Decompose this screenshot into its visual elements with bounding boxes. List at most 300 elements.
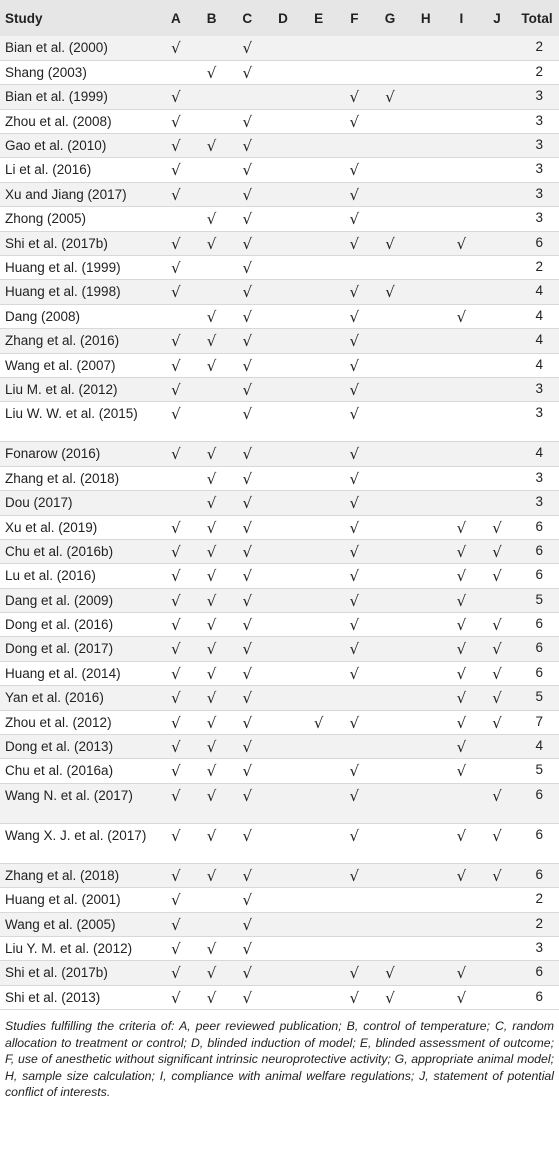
- total-score-cell: 6: [515, 231, 559, 255]
- criterion-e-cell: [301, 304, 337, 328]
- criterion-j-cell: [479, 823, 515, 863]
- study-name-cell: Huang et al. (2001): [0, 888, 158, 912]
- criterion-a-cell: [158, 613, 194, 637]
- criterion-f-cell: [336, 377, 372, 401]
- criterion-c-cell: [229, 661, 265, 685]
- criterion-e-cell: [301, 961, 337, 985]
- criterion-e-cell: [301, 36, 337, 60]
- criterion-d-cell: [265, 280, 301, 304]
- criterion-i-cell: [444, 134, 480, 158]
- criterion-a-cell: [158, 402, 194, 442]
- criterion-b-cell: [194, 710, 230, 734]
- table-row: [0, 710, 559, 734]
- checkmark-icon: √: [456, 567, 467, 586]
- criterion-h-cell: [408, 231, 444, 255]
- criterion-d-cell: [265, 256, 301, 280]
- criterion-e-cell: [301, 912, 337, 936]
- criterion-a-cell: [158, 491, 194, 515]
- checkmark-icon: √: [349, 405, 360, 424]
- criterion-a-cell: [158, 759, 194, 783]
- criterion-d-cell: [265, 686, 301, 710]
- study-name-cell: Huang et al. (1998): [0, 280, 158, 304]
- checkmark-icon: √: [456, 591, 467, 610]
- checkmark-icon: √: [171, 259, 181, 278]
- study-name-cell: Liu W. W. et al. (2015): [0, 402, 158, 442]
- criterion-i-cell: [444, 961, 480, 985]
- column-header-j: J: [493, 10, 501, 26]
- criterion-c-cell: [229, 961, 265, 985]
- criterion-i-cell: [444, 863, 480, 887]
- criterion-c-cell: [229, 36, 265, 60]
- total-score-cell: 3: [515, 466, 559, 490]
- criterion-i-cell: [444, 182, 480, 206]
- criterion-i-cell: [444, 256, 480, 280]
- criterion-g-cell: [372, 686, 408, 710]
- criterion-g-cell: [372, 888, 408, 912]
- checkmark-icon: √: [456, 826, 467, 845]
- criterion-a-cell: [158, 912, 194, 936]
- checkmark-icon: √: [171, 283, 181, 302]
- table-row: [0, 863, 559, 887]
- criterion-j-cell: [479, 466, 515, 490]
- criterion-b-cell: [194, 353, 230, 377]
- criterion-e-cell: [301, 442, 337, 466]
- criterion-a-cell: [158, 280, 194, 304]
- criterion-e-cell: [301, 710, 337, 734]
- checkmark-icon: √: [492, 866, 502, 885]
- study-name-cell: Zhang et al. (2016): [0, 329, 158, 353]
- criterion-g-cell: [372, 256, 408, 280]
- criterion-e-cell: [301, 686, 337, 710]
- criterion-i-cell: [444, 539, 480, 563]
- criterion-g-cell: [372, 207, 408, 231]
- checkmark-icon: √: [171, 689, 181, 708]
- criterion-g-cell: [372, 985, 408, 1009]
- criterion-d-cell: [265, 661, 301, 685]
- criterion-f-cell: [336, 888, 372, 912]
- criterion-d-cell: [265, 888, 301, 912]
- criterion-g-cell: [372, 231, 408, 255]
- study-name-cell: Zhou et al. (2012): [0, 710, 158, 734]
- criterion-d-cell: [265, 823, 301, 863]
- table-row: [0, 329, 559, 353]
- criterion-e-cell: [301, 402, 337, 442]
- study-name-cell: Bian et al. (1999): [0, 85, 158, 109]
- criterion-h-cell: [408, 961, 444, 985]
- criterion-b-cell: [194, 564, 230, 588]
- criterion-g-cell: [372, 637, 408, 661]
- criterion-a-cell: [158, 985, 194, 1009]
- total-score-cell: 6: [515, 863, 559, 887]
- checkmark-icon: √: [349, 762, 360, 781]
- criterion-c-cell: [229, 231, 265, 255]
- criterion-h-cell: [408, 759, 444, 783]
- checkmark-icon: √: [206, 494, 217, 513]
- criterion-c-cell: [229, 329, 265, 353]
- criterion-h-cell: [408, 377, 444, 401]
- checkmark-icon: √: [171, 445, 181, 464]
- checkmark-icon: √: [492, 689, 502, 708]
- checkmark-icon: √: [492, 713, 502, 732]
- criterion-c-cell: [229, 134, 265, 158]
- criterion-i-cell: [444, 912, 480, 936]
- checkmark-icon: √: [171, 88, 181, 107]
- total-score-cell: 6: [515, 637, 559, 661]
- criterion-f-cell: [336, 256, 372, 280]
- study-name-cell: Shang (2003): [0, 60, 158, 84]
- criterion-j-cell: [479, 613, 515, 637]
- criterion-j-cell: [479, 207, 515, 231]
- criterion-j-cell: [479, 402, 515, 442]
- criterion-j-cell: [479, 637, 515, 661]
- criterion-d-cell: [265, 564, 301, 588]
- checkmark-icon: √: [171, 786, 181, 805]
- checkmark-icon: √: [242, 786, 253, 805]
- criterion-j-cell: [479, 985, 515, 1009]
- criterion-f-cell: [336, 588, 372, 612]
- criterion-h-cell: [408, 442, 444, 466]
- checkmark-icon: √: [242, 185, 253, 204]
- total-score-cell: 2: [515, 256, 559, 280]
- checkmark-icon: √: [349, 88, 360, 107]
- checkmark-icon: √: [206, 307, 217, 326]
- table-row: [0, 231, 559, 255]
- criterion-e-cell: [301, 985, 337, 1009]
- criterion-g-cell: [372, 491, 408, 515]
- criterion-d-cell: [265, 491, 301, 515]
- checkmark-icon: √: [349, 988, 360, 1007]
- criterion-h-cell: [408, 353, 444, 377]
- checkmark-icon: √: [171, 39, 181, 57]
- criterion-c-cell: [229, 937, 265, 961]
- checkmark-icon: √: [171, 380, 181, 399]
- criterion-g-cell: [372, 353, 408, 377]
- checkmark-icon: √: [171, 866, 181, 885]
- criterion-a-cell: [158, 888, 194, 912]
- checkmark-icon: √: [171, 826, 181, 845]
- criterion-j-cell: [479, 36, 515, 60]
- criterion-b-cell: [194, 304, 230, 328]
- criterion-d-cell: [265, 539, 301, 563]
- criterion-g-cell: [372, 912, 408, 936]
- checkmark-icon: √: [171, 112, 181, 131]
- checkmark-icon: √: [206, 964, 217, 983]
- criterion-b-cell: [194, 823, 230, 863]
- criterion-e-cell: [301, 661, 337, 685]
- criterion-j-cell: [479, 912, 515, 936]
- criterion-i-cell: [444, 304, 480, 328]
- total-score-cell: 6: [515, 564, 559, 588]
- criterion-i-cell: [444, 759, 480, 783]
- total-score-cell: 4: [515, 735, 559, 759]
- criterion-f-cell: [336, 912, 372, 936]
- checkmark-icon: √: [171, 616, 181, 635]
- criterion-i-cell: [444, 937, 480, 961]
- criterion-h-cell: [408, 60, 444, 84]
- checkmark-icon: √: [242, 356, 253, 375]
- criterion-f-cell: [336, 207, 372, 231]
- criterion-d-cell: [265, 710, 301, 734]
- total-score-cell: 6: [515, 539, 559, 563]
- study-name-cell: Dong et al. (2016): [0, 613, 158, 637]
- criterion-f-cell: [336, 182, 372, 206]
- checkmark-icon: √: [349, 185, 360, 204]
- table-row: [0, 823, 559, 863]
- criterion-b-cell: [194, 863, 230, 887]
- criterion-a-cell: [158, 515, 194, 539]
- table-row: [0, 109, 559, 133]
- criterion-i-cell: [444, 329, 480, 353]
- criterion-d-cell: [265, 613, 301, 637]
- checkmark-icon: √: [242, 915, 253, 934]
- total-score-cell: 6: [515, 515, 559, 539]
- checkmark-icon: √: [456, 713, 467, 732]
- criterion-j-cell: [479, 661, 515, 685]
- checkmark-icon: √: [349, 356, 360, 375]
- checkmark-icon: √: [242, 713, 253, 732]
- criterion-g-cell: [372, 60, 408, 84]
- criterion-d-cell: [265, 36, 301, 60]
- criterion-d-cell: [265, 377, 301, 401]
- checkmark-icon: √: [171, 640, 181, 659]
- criterion-h-cell: [408, 686, 444, 710]
- criterion-e-cell: [301, 783, 337, 823]
- criterion-h-cell: [408, 564, 444, 588]
- criterion-c-cell: [229, 735, 265, 759]
- total-score-cell: 6: [515, 961, 559, 985]
- criterion-b-cell: [194, 182, 230, 206]
- criterion-g-cell: [372, 539, 408, 563]
- total-score-cell: 3: [515, 134, 559, 158]
- total-score-cell: 5: [515, 686, 559, 710]
- criterion-j-cell: [479, 442, 515, 466]
- criterion-i-cell: [444, 60, 480, 84]
- checkmark-icon: √: [206, 664, 217, 683]
- criterion-g-cell: [372, 613, 408, 637]
- criterion-h-cell: [408, 937, 444, 961]
- criterion-h-cell: [408, 402, 444, 442]
- column-header-i: I: [459, 10, 464, 26]
- checkmark-icon: √: [242, 63, 253, 82]
- study-name-cell: Liu M. et al. (2012): [0, 377, 158, 401]
- checkmark-icon: √: [242, 664, 253, 683]
- criterion-h-cell: [408, 280, 444, 304]
- checkmark-icon: √: [242, 332, 253, 351]
- checkmark-icon: √: [385, 283, 395, 302]
- checkmark-icon: √: [242, 640, 253, 659]
- total-score-cell: 2: [515, 60, 559, 84]
- study-name-cell: Gao et al. (2010): [0, 134, 158, 158]
- criterion-f-cell: [336, 231, 372, 255]
- criterion-c-cell: [229, 912, 265, 936]
- criterion-f-cell: [336, 158, 372, 182]
- criterion-i-cell: [444, 888, 480, 912]
- criterion-a-cell: [158, 182, 194, 206]
- criterion-a-cell: [158, 60, 194, 84]
- criterion-f-cell: [336, 637, 372, 661]
- checkmark-icon: √: [242, 283, 253, 302]
- criterion-e-cell: [301, 637, 337, 661]
- criterion-c-cell: [229, 442, 265, 466]
- checkmark-icon: √: [313, 713, 324, 732]
- criterion-d-cell: [265, 85, 301, 109]
- table-row: [0, 377, 559, 401]
- checkmark-icon: √: [349, 866, 360, 885]
- criterion-j-cell: [479, 588, 515, 612]
- criterion-e-cell: [301, 329, 337, 353]
- criterion-b-cell: [194, 109, 230, 133]
- table-row: [0, 783, 559, 823]
- total-score-cell: 3: [515, 937, 559, 961]
- criterion-c-cell: [229, 637, 265, 661]
- criterion-i-cell: [444, 823, 480, 863]
- criterion-e-cell: [301, 377, 337, 401]
- checkmark-icon: √: [492, 518, 502, 537]
- checkmark-icon: √: [456, 640, 467, 659]
- study-name-cell: Bian et al. (2000): [0, 36, 158, 60]
- checkmark-icon: √: [242, 137, 253, 156]
- criterion-h-cell: [408, 329, 444, 353]
- criterion-g-cell: [372, 588, 408, 612]
- criterion-j-cell: [479, 158, 515, 182]
- criterion-j-cell: [479, 710, 515, 734]
- checkmark-icon: √: [349, 332, 360, 351]
- criterion-e-cell: [301, 256, 337, 280]
- criterion-f-cell: [336, 60, 372, 84]
- total-score-cell: 2: [515, 912, 559, 936]
- criterion-b-cell: [194, 377, 230, 401]
- total-score-cell: 3: [515, 158, 559, 182]
- table-row: [0, 491, 559, 515]
- criterion-g-cell: [372, 304, 408, 328]
- total-score-cell: 4: [515, 280, 559, 304]
- criterion-f-cell: [336, 36, 372, 60]
- checkmark-icon: √: [385, 988, 395, 1007]
- checkmark-icon: √: [242, 542, 253, 561]
- criterion-g-cell: [372, 329, 408, 353]
- table-row: [0, 304, 559, 328]
- criterion-c-cell: [229, 109, 265, 133]
- criterion-c-cell: [229, 491, 265, 515]
- criterion-f-cell: [336, 937, 372, 961]
- checkmark-icon: √: [206, 542, 217, 561]
- table-body: [0, 36, 559, 1010]
- criterion-i-cell: [444, 491, 480, 515]
- total-score-cell: 3: [515, 491, 559, 515]
- criterion-e-cell: [301, 491, 337, 515]
- criterion-h-cell: [408, 888, 444, 912]
- criterion-j-cell: [479, 256, 515, 280]
- checkmark-icon: √: [171, 405, 181, 424]
- criterion-f-cell: [336, 304, 372, 328]
- checkmark-icon: √: [171, 915, 181, 934]
- criterion-i-cell: [444, 564, 480, 588]
- criterion-b-cell: [194, 36, 230, 60]
- criterion-d-cell: [265, 109, 301, 133]
- study-name-cell: Dong et al. (2013): [0, 735, 158, 759]
- criterion-g-cell: [372, 863, 408, 887]
- criterion-e-cell: [301, 85, 337, 109]
- checkmark-icon: √: [492, 542, 502, 561]
- criterion-j-cell: [479, 515, 515, 539]
- checkmark-icon: √: [171, 137, 181, 156]
- criterion-h-cell: [408, 637, 444, 661]
- checkmark-icon: √: [242, 689, 253, 708]
- study-name-cell: Wang et al. (2007): [0, 353, 158, 377]
- total-score-cell: 3: [515, 182, 559, 206]
- criterion-d-cell: [265, 158, 301, 182]
- study-name-cell: Dou (2017): [0, 491, 158, 515]
- criterion-i-cell: [444, 985, 480, 1009]
- table-row: [0, 759, 559, 783]
- criterion-h-cell: [408, 735, 444, 759]
- checkmark-icon: √: [242, 39, 253, 57]
- criterion-d-cell: [265, 442, 301, 466]
- criterion-j-cell: [479, 888, 515, 912]
- checkmark-icon: √: [349, 567, 360, 586]
- study-name-cell: Shi et al. (2013): [0, 985, 158, 1009]
- criterion-i-cell: [444, 710, 480, 734]
- checkmark-icon: √: [349, 210, 360, 229]
- criterion-g-cell: [372, 85, 408, 109]
- checkmark-icon: √: [456, 866, 467, 885]
- criterion-f-cell: [336, 491, 372, 515]
- checkmark-icon: √: [349, 713, 360, 732]
- checkmark-icon: √: [492, 616, 502, 635]
- criterion-d-cell: [265, 735, 301, 759]
- criterion-b-cell: [194, 888, 230, 912]
- study-name-cell: Shi et al. (2017b): [0, 231, 158, 255]
- criterion-c-cell: [229, 353, 265, 377]
- criterion-d-cell: [265, 937, 301, 961]
- criterion-h-cell: [408, 783, 444, 823]
- criterion-h-cell: [408, 985, 444, 1009]
- checkmark-icon: √: [456, 518, 467, 537]
- study-name-cell: Shi et al. (2017b): [0, 961, 158, 985]
- criterion-h-cell: [408, 588, 444, 612]
- checkmark-icon: √: [171, 518, 181, 537]
- table-row: [0, 182, 559, 206]
- criterion-a-cell: [158, 823, 194, 863]
- criterion-e-cell: [301, 564, 337, 588]
- criterion-b-cell: [194, 60, 230, 84]
- criterion-h-cell: [408, 823, 444, 863]
- checkmark-icon: √: [242, 518, 253, 537]
- criterion-i-cell: [444, 353, 480, 377]
- checkmark-icon: √: [206, 689, 217, 708]
- checkmark-icon: √: [349, 518, 360, 537]
- checkmark-icon: √: [349, 591, 360, 610]
- criterion-b-cell: [194, 985, 230, 1009]
- table-row: [0, 912, 559, 936]
- criterion-f-cell: [336, 863, 372, 887]
- checkmark-icon: √: [242, 445, 253, 464]
- checkmark-icon: √: [206, 137, 217, 156]
- checkmark-icon: √: [171, 185, 181, 204]
- checkmark-icon: √: [242, 940, 253, 958]
- criterion-j-cell: [479, 280, 515, 304]
- total-score-cell: 3: [515, 109, 559, 133]
- checkmark-icon: √: [206, 469, 217, 488]
- table-row: [0, 961, 559, 985]
- criterion-e-cell: [301, 182, 337, 206]
- checkmark-icon: √: [492, 786, 502, 805]
- criterion-h-cell: [408, 466, 444, 490]
- criterion-h-cell: [408, 207, 444, 231]
- criterion-b-cell: [194, 158, 230, 182]
- criterion-f-cell: [336, 759, 372, 783]
- criterion-i-cell: [444, 280, 480, 304]
